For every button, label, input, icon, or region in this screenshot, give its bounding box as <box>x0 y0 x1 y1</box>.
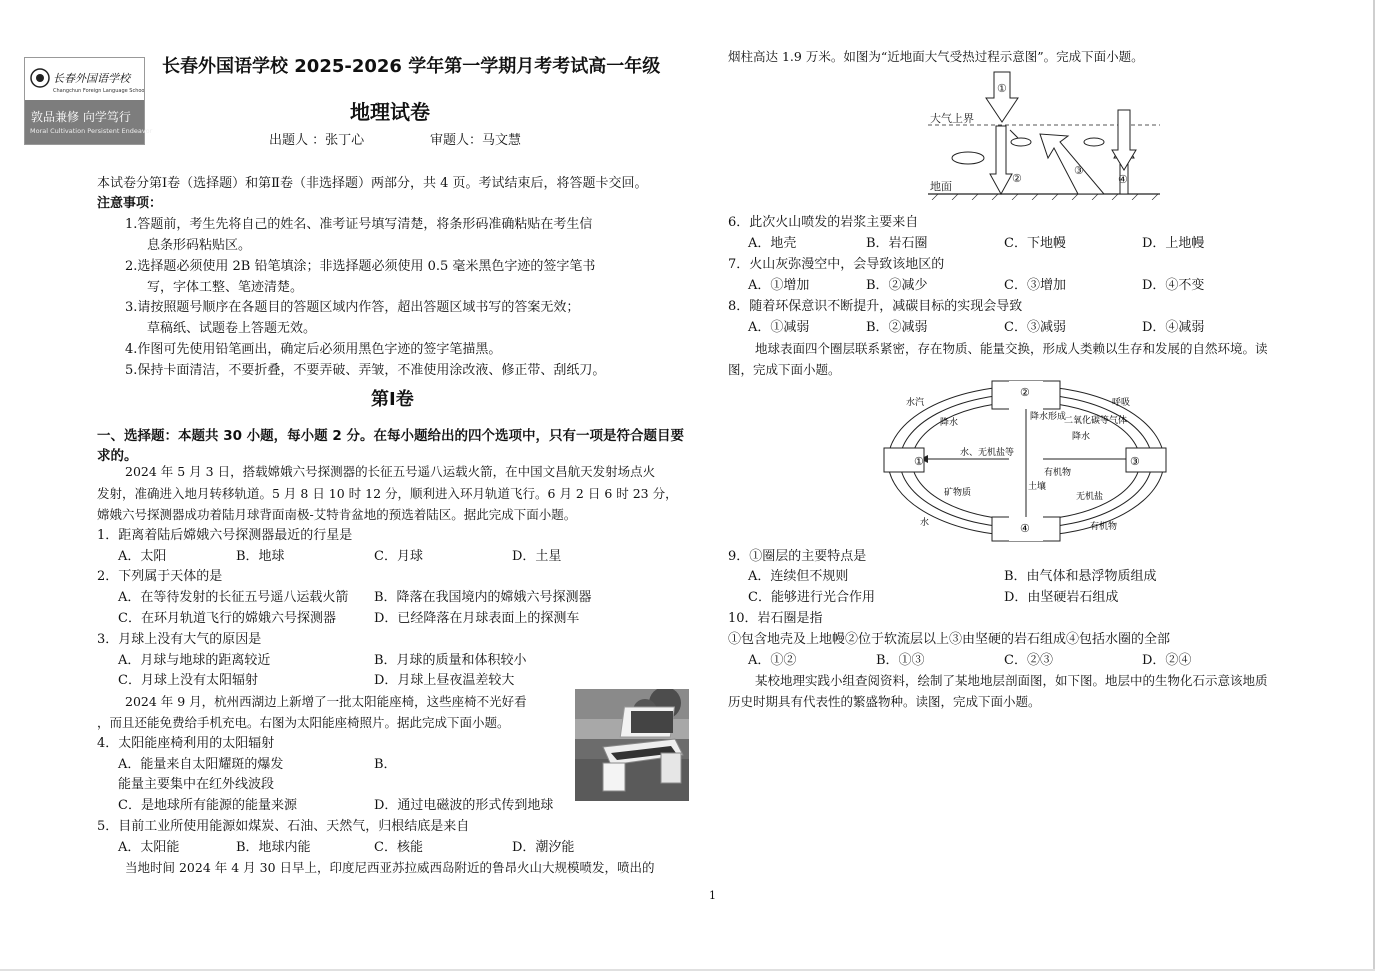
q5-stem: 5．目前工业所使用能源如煤炭、石油、天然气，归根结底是来自 <box>97 819 470 834</box>
passage1-line2: 发射，准确进入地月转移轨道。5 月 8 日 10 时 12 分，顺利进入环月轨道飞行。6 月 2 日 6 时 23 分， <box>97 486 678 501</box>
note-3: 3.请按照题号顺序在各题目的答题区域内作答，超出答题区域书写的答案无效； <box>125 300 580 315</box>
q10-option-b: B．①③ <box>876 653 925 668</box>
q5-option-b: B．地球内能 <box>236 840 311 855</box>
label-soil: 土壤 <box>1028 482 1047 492</box>
q7-option-d: D．④不变 <box>1142 278 1205 293</box>
atmosphere-heating-diagram <box>928 70 1168 200</box>
label-minerals: 矿物质 <box>944 488 972 498</box>
q2-option-c: C．在环月轨道飞行的嫦娥六号探测器 <box>118 611 336 626</box>
logo-motto-band <box>25 100 153 144</box>
q6-option-b: B．岩石圈 <box>866 236 928 251</box>
svg-text:长春外国语学校: 长春外国语学校 <box>53 72 130 85</box>
q5-option-c: C．核能 <box>374 840 423 855</box>
note-4: 4.作图可先使用铅笔画出，确定后必须用黑色字迹的签字笔描黑。 <box>125 342 502 357</box>
label-organic: 有机物 <box>1044 468 1072 478</box>
q8-option-a: A．①减弱 <box>748 320 810 335</box>
q4-option-b: B． <box>374 757 397 772</box>
passage5-line1: 某校地理实践小组查阅资料，绘制了某地地层剖面图，如下图。地层中的生物化石示意该地质 <box>755 673 1268 688</box>
label-water-inorganic: 水、无机盐等 <box>960 448 1015 458</box>
q10-stem: 10．岩石圈是指 <box>728 611 823 626</box>
q7-option-c: C．③增加 <box>1004 278 1066 293</box>
q7-option-a: A．①增加 <box>748 278 810 293</box>
label-rain: 降水 <box>1072 432 1091 442</box>
q9-option-c: C．能够进行光合作用 <box>748 590 875 605</box>
label-water: 水 <box>920 518 930 528</box>
q7-option-b: B．②减少 <box>866 278 928 293</box>
label-organic-2: 有机物 <box>1090 522 1118 532</box>
passage1-line3: 嫦娥六号探测器成功着陆月球背面南极-艾特肯盆地的预选着陆区。据此完成下面小题。 <box>97 507 577 522</box>
school-emblem-icon <box>25 58 144 100</box>
author-line: 出题人 ：张丁心 <box>269 133 365 148</box>
school-logo <box>24 57 153 145</box>
sphere-1-label: ① <box>914 455 924 468</box>
note-3b: 草稿纸、试题卷上答题无效。 <box>147 321 317 336</box>
q4-option-b-text: 能量主要集中在红外线波段 <box>118 777 275 792</box>
page-number: 1 <box>709 889 716 902</box>
q3-option-b: B．月球的质量和体积较小 <box>374 653 527 668</box>
q2-option-b: B．降落在我国境内的嫦娥六号探测器 <box>374 590 592 605</box>
q5-option-d: D．潮汐能 <box>512 840 575 855</box>
q6-option-c: C．下地幔 <box>1004 236 1066 251</box>
reviewer-line: 审题人：马文慧 <box>430 133 522 148</box>
q7-stem: 7．火山灰弥漫空中，会导致该地区的 <box>728 257 945 272</box>
label-precip: 降水 <box>940 418 959 428</box>
q6-option-d: D．上地幔 <box>1142 236 1205 251</box>
q1-option-b: B．地球 <box>236 549 285 564</box>
q3-option-a: A．月球与地球的距离较近 <box>118 653 271 668</box>
q8-stem: 8．随着环保意识不断提升，减碳目标的实现会导致 <box>728 299 1023 314</box>
q9-stem: 9．①圈层的主要特点是 <box>728 549 867 564</box>
label-3: ③ <box>1074 164 1084 177</box>
q1-option-a: A．太阳 <box>118 549 167 564</box>
label-2: ② <box>1012 172 1022 185</box>
exam-title: 长春外国语学校 2025-2026 学年第一学期月考考试高一年级 <box>162 56 661 77</box>
sphere-2-label: ② <box>1020 386 1030 399</box>
label-precip-form: 降水形成 <box>1030 412 1067 422</box>
intro-line: 本试卷分第Ⅰ卷（选择题）和第Ⅱ卷（非选择题）两部分，共 4 页。考试结束后，将答题卡交回。 <box>97 176 648 191</box>
q5-option-a: A．太阳能 <box>118 840 180 855</box>
q4-stem: 4．太阳能座椅利用的太阳辐射 <box>97 736 275 751</box>
q2-option-a: A．在等待发射的长征五号遥八运载火箭 <box>118 590 349 605</box>
passage4-line2: 图，完成下面小题。 <box>728 362 841 377</box>
q10-option-c: C．②③ <box>1004 653 1053 668</box>
notice-title: 注意事项： <box>97 196 163 211</box>
q9-option-b: B．由气体和悬浮物质组成 <box>1004 569 1157 584</box>
sphere-3-label: ③ <box>1130 455 1140 468</box>
q10-option-a: A．①② <box>748 653 797 668</box>
label-breath: 呼吸 <box>1112 398 1131 408</box>
exam-subtitle: 地理试卷 <box>350 100 430 124</box>
q4-option-a: A．能量来自太阳耀斑的爆发 <box>118 757 284 772</box>
earth-spheres-diagram <box>880 379 1172 543</box>
sphere-4-label: ④ <box>1020 522 1030 535</box>
q8-option-c: C．③减弱 <box>1004 320 1066 335</box>
svg-text:Changchun Foreign Language Sch: Changchun Foreign Language School <box>53 88 144 94</box>
q9-option-d: D．由坚硬岩石组成 <box>1004 590 1119 605</box>
passage1-line1: 2024 年 5 月 3 日，搭载嫦娥六号探测器的长征五号遥八运载火箭，在中国文昌航天发射场点火 <box>125 464 656 479</box>
label-co2: 二氧化碳等气体 <box>1064 416 1128 426</box>
q6-option-a: A．地壳 <box>748 236 797 251</box>
q8-option-b: B．②减弱 <box>866 320 928 335</box>
passage2-line1: 2024 年 9 月，杭州西湖边上新增了一批太阳能座椅，这些座椅不光好看 <box>125 694 527 709</box>
q6-stem: 6．此次火山喷发的岩浆主要来自 <box>728 215 919 230</box>
q1-option-d: D．土星 <box>512 549 562 564</box>
q2-stem: 2．下列属于天体的是 <box>97 569 223 584</box>
solar-bench-photo <box>575 689 689 801</box>
logo-motto: 敦品兼修 向学笃行 <box>31 110 131 124</box>
logo-header <box>25 58 144 100</box>
q1-option-c: C．月球 <box>374 549 423 564</box>
label-1: ① <box>997 82 1007 95</box>
passage5-line2: 历史时期具有代表性的繁盛物种。读图，完成下面小题。 <box>728 694 1041 709</box>
section-title: 一、选择题：本题共 30 小题，每小题 2 分。在每小题给出的四个选项中，只有一项是符合题目要 <box>97 428 684 444</box>
passage3-line1: 当地时间 2024 年 4 月 30 日早上，印度尼西亚苏拉威西岛附近的鲁昂火山大规模喷发，喷出的 <box>125 860 655 875</box>
label-atmosphere-top: 大气上界 <box>930 112 974 125</box>
note-1b: 息条形码粘贴区。 <box>147 238 252 253</box>
section-title-2: 求的。 <box>97 448 138 464</box>
q3-option-c: C．月球上没有太阳辐射 <box>118 673 258 688</box>
passage4-line1: 地球表面四个圈层联系紧密，存在物质、能量交换，形成人类赖以生存和发展的自然环境。读 <box>755 341 1268 356</box>
q3-stem: 3．月球上没有大气的原因是 <box>97 632 262 647</box>
passage2-line2: ，而且还能免费给手机充电。右图为太阳能座椅照片。据此完成下面小题。 <box>97 715 510 730</box>
label-ground: 地面 <box>930 180 952 193</box>
q4-option-c: C．是地球所有能源的能量来源 <box>118 798 297 813</box>
q4-option-d: D．通过电磁波的形式传到地球 <box>374 798 554 813</box>
q3-option-d: D．月球上昼夜温差较大 <box>374 673 515 688</box>
passage3-line2: 烟柱高达 1.9 万米。如图为“近地面大气受热过程示意图”。完成下面小题。 <box>728 49 1144 64</box>
q1-stem: 1．距离着陆后嫦娥六号探测器最近的行星是 <box>97 528 353 543</box>
label-inorganic: 无机盐 <box>1076 492 1104 502</box>
note-2: 2.选择题必须使用 2B 铅笔填涂；非选择题必须使用 0.5 毫米黑色字迹的签字笔书 <box>125 259 596 274</box>
q10-statements: ①包含地壳及上地幔②位于软流层以上③由坚硬的岩石组成④包括水圈的全部 <box>728 632 1171 647</box>
label-water-vapor: 水汽 <box>906 398 925 408</box>
q2-option-d: D．已经降落在月球表面上的探测车 <box>374 611 580 626</box>
note-5: 5.保持卡面清洁，不要折叠，不要弄破、弄皱，不准使用涂改液、修正带、刮纸刀。 <box>125 363 606 378</box>
label-4: ④ <box>1118 173 1128 186</box>
logo-motto-en: Moral Cultivation Persistent Endeavor <box>30 127 153 135</box>
q10-option-d: D．②④ <box>1142 653 1192 668</box>
note-2b: 写，字体工整、笔迹清楚。 <box>147 280 304 295</box>
part1-title: 第Ⅰ卷 <box>371 389 414 410</box>
note-1: 1.答题前，考生先将自己的姓名、准考证号填写清楚，将条形码准确粘贴在考生信 <box>125 217 593 232</box>
q9-option-a: A．连续但不规则 <box>748 569 849 584</box>
q8-option-d: D．④减弱 <box>1142 320 1205 335</box>
